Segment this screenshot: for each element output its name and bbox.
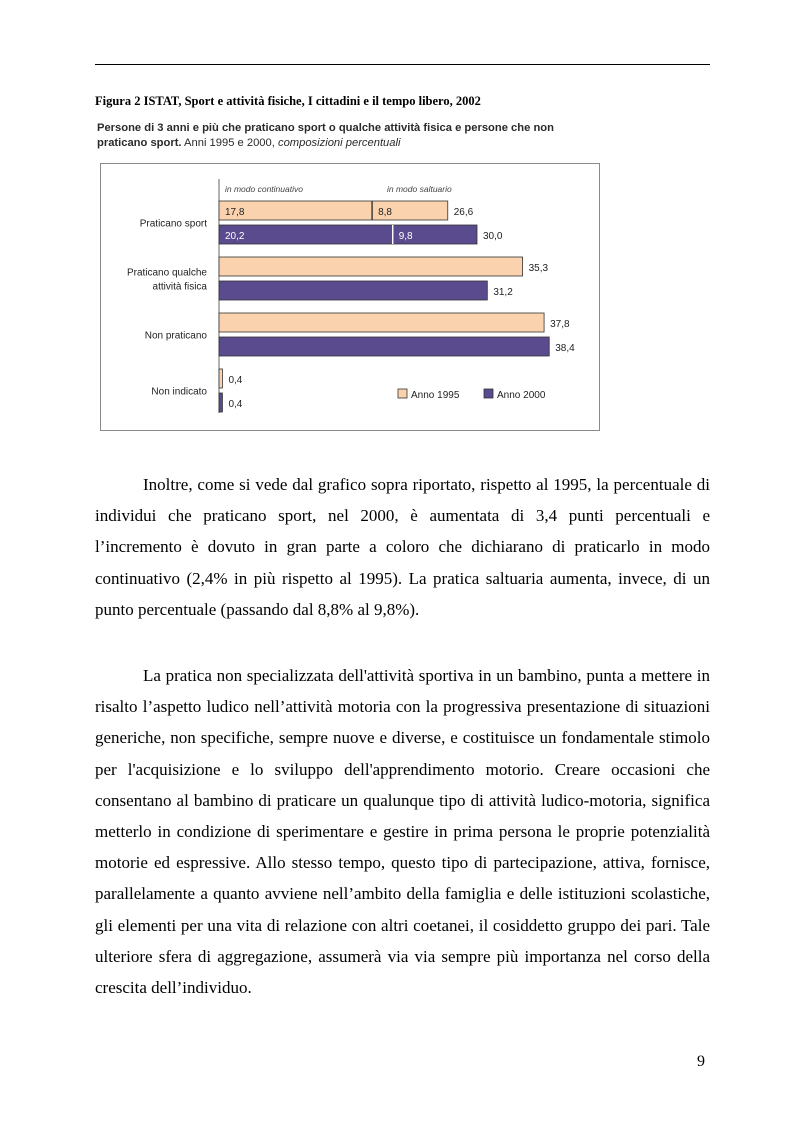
legend-label-1995: Anno 1995 (411, 390, 460, 401)
segment-label: 17,8 (225, 207, 245, 218)
segment-header-continuativo: in modo continuativo (225, 184, 303, 194)
header-rule (95, 64, 710, 65)
bar-1995 (219, 201, 448, 220)
value-label: 26,6 (453, 207, 474, 218)
legend-swatch-1995 (398, 389, 407, 398)
bar-2000 (219, 225, 477, 244)
value-label: 37,8 (550, 319, 570, 330)
segment-label: 8,8 (378, 207, 392, 218)
bar-1995 (219, 313, 544, 332)
bar-2000 (219, 393, 222, 412)
figure-caption: Figura 2 ISTAT, Sport e attività fisiche, I cittadini e il tempo libero, 2002 (95, 94, 481, 108)
legend-label-2000: Anno 2000 (497, 390, 546, 401)
value-label: 30,0 (483, 231, 503, 242)
category-label: Praticano sport (139, 218, 207, 230)
paragraph-2-text: La pratica non specializzata dell'attività sportiva in un bambino, punta a mettere in risalto l’aspetto ludico nell’attività motoria con la progressiva presentazione di situazioni generiche, non specifiche, sempre nuove e diverse, e costituisce un fondamentale stimolo per l'acquisizione e lo sviluppo dell'apprendimento motorio. Creare occasioni che consentano al bambino di praticare un qualunque tipo di attività ludico-motoria, significa metterlo in condizione di sperimentare e gestire in prima persona le proprie potenzialità motorie ed espressive. Allo stesso tempo, questo tipo di partecipazione, attiva, fornisce, parallelamente a quanto avviene nell’ambito della famiglia e delle istituzioni scolastiche, gli elementi per una vita di relazione con altri coetanei, il cosiddetto gruppo dei pari. Tale ulteriore sfera di aggregazione, assumerà via via sempre più importanza nel corso della crescita dell’individuo. (95, 666, 710, 998)
segment-label: 20,2 (225, 231, 245, 242)
category-label: Praticano qualche (126, 267, 207, 279)
value-label: 0,4 (228, 399, 243, 410)
value-label: 0,4 (228, 375, 243, 386)
paragraph-2 (95, 660, 710, 1003)
chart-title (97, 121, 557, 151)
chart-title-bold: Persone di 3 anni e più che praticano sport o qualche attività fisica e persone che non praticano sport. (97, 122, 554, 149)
segment-label: 9,8 (398, 231, 413, 242)
category-label: attività fisica (152, 281, 207, 293)
bar-chart (100, 163, 600, 431)
bar-2000 (219, 281, 487, 300)
category-label: Non praticano (144, 330, 207, 342)
value-label: 38,4 (555, 343, 575, 354)
value-label: 31,2 (493, 287, 513, 298)
legend-swatch-2000 (484, 389, 493, 398)
paragraph-1-text: Inoltre, come si vede dal grafico sopra riportato, rispetto al 1995, la percentuale di individui che praticano sport, nel 2000, è aumentata di 3,4 punti percentuali e l’incremento è dovuto in gran parte a coloro che dichiarano di praticarlo in modo continuativo (2,4% in più rispetto al 1995). La pratica saltuaria aumenta, invece, di un punto percentuale (passando dal 8,8% al 9,8%). (95, 475, 710, 619)
chart-title-italic: composizioni percentuali (277, 137, 401, 149)
page-number: 9 (697, 1053, 705, 1070)
category-label: Non indicato (151, 386, 207, 398)
bar-2000 (219, 337, 549, 356)
chart-title-years: Anni 1995 e 2000, (181, 137, 278, 149)
bar-1995 (219, 257, 523, 276)
segment-header-saltuario: in modo saltuario (387, 184, 452, 194)
paragraph-1 (95, 469, 710, 625)
value-label: 35,3 (528, 263, 549, 274)
bar-1995 (219, 369, 222, 388)
